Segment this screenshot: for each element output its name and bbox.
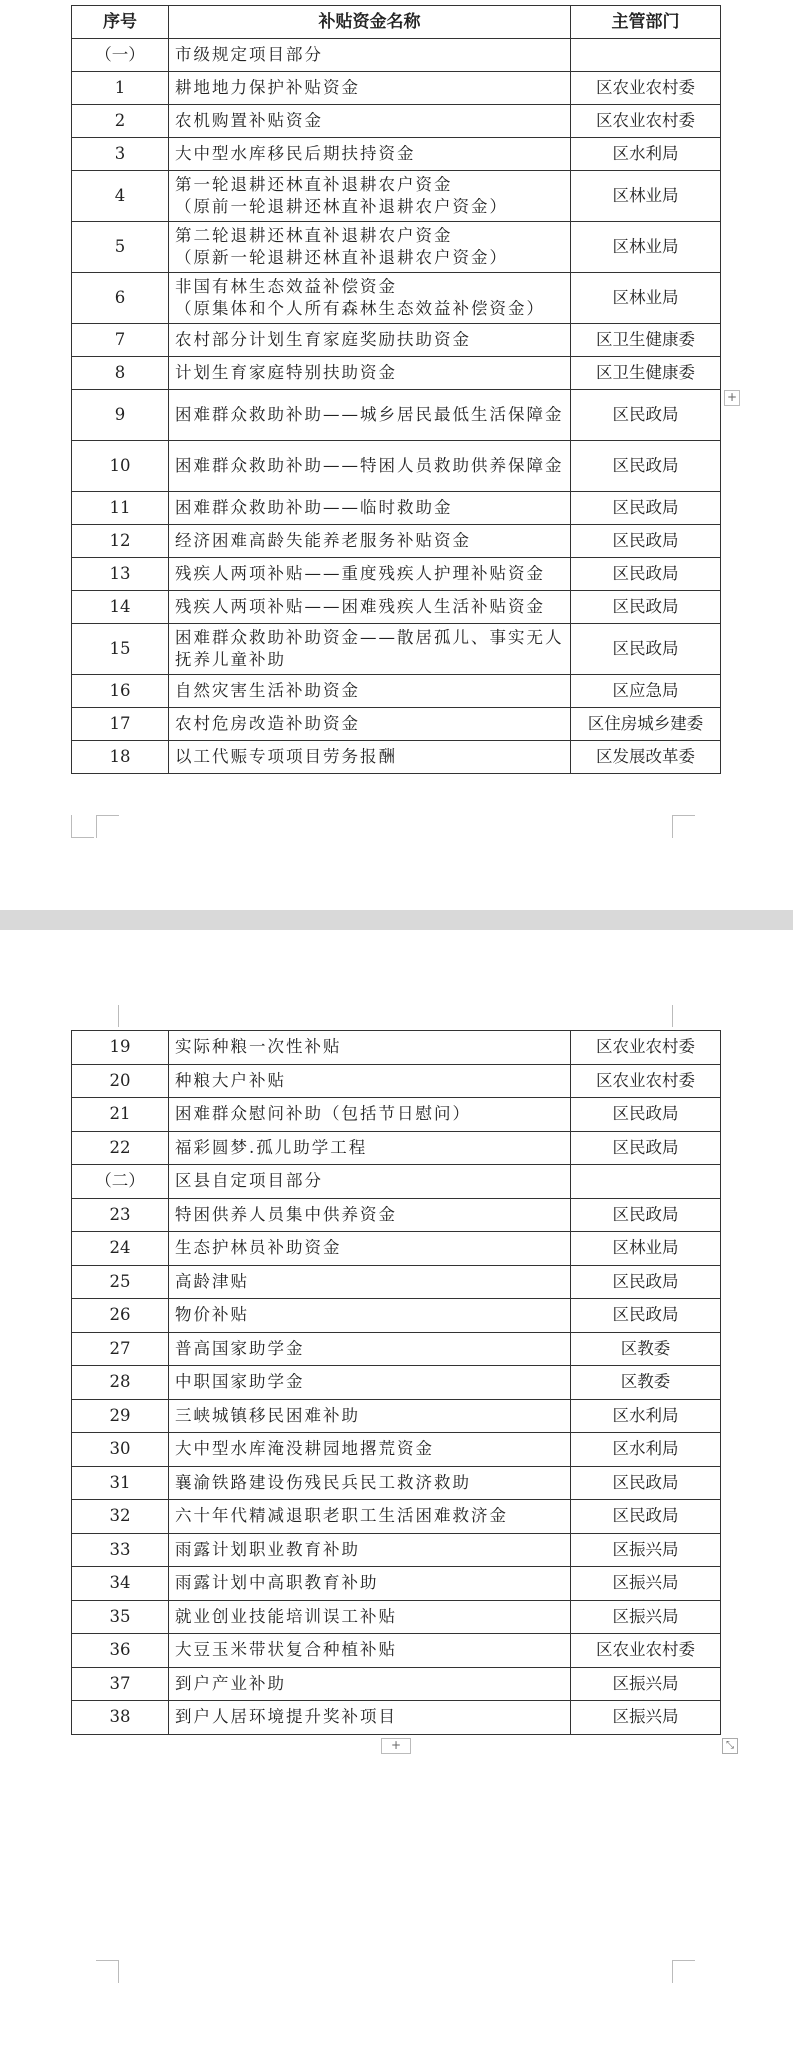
fund-name-cell — [169, 273, 571, 324]
document-page-1 — [0, 0, 793, 910]
table-row — [72, 441, 721, 492]
add-row-button[interactable]: + — [381, 1738, 411, 1754]
table-resize-handle[interactable]: ⤡ — [722, 1738, 738, 1754]
fund-name: 六十年代精减退职老职工生活困难救济金 — [175, 1506, 508, 1526]
fund-former-name: （原前一轮退耕还林直补退耕农户资金） — [175, 197, 508, 216]
department-cell: 区农业农村委 — [571, 105, 721, 138]
department-cell: 区振兴局 — [571, 1533, 721, 1567]
fund-name: 大中型水库淹没耕园地撂荒资金 — [175, 1439, 434, 1459]
table-row — [72, 1366, 721, 1400]
department-cell: 区卫生健康委 — [571, 357, 721, 390]
fund-name-cell — [169, 1567, 571, 1601]
table-row — [72, 105, 721, 138]
fund-name: 种粮大户补贴 — [175, 1070, 286, 1090]
department-cell: 区教委 — [571, 1332, 721, 1366]
fund-name: 福彩圆梦.孤儿助学工程 — [175, 1137, 368, 1157]
row-number: 9 — [72, 390, 169, 441]
fund-name: 高龄津贴 — [175, 1271, 249, 1291]
department-cell — [571, 1165, 721, 1199]
department-cell: 区民政局 — [571, 1466, 721, 1500]
fund-name: 残疾人两项补贴——重度残疾人护理补贴资金 — [175, 564, 545, 583]
fund-name-cell — [169, 525, 571, 558]
table-row — [72, 1399, 721, 1433]
row-number: 4 — [72, 171, 169, 222]
department-cell: 区民政局 — [571, 1131, 721, 1165]
fund-name-cell — [169, 171, 571, 222]
fund-name: 到户产业补助 — [175, 1673, 286, 1693]
fund-name: 物价补贴 — [175, 1305, 249, 1325]
row-number: 31 — [72, 1466, 169, 1500]
fund-name-cell — [169, 222, 571, 273]
table-row — [72, 39, 721, 72]
table-row — [72, 1667, 721, 1701]
row-number: 23 — [72, 1198, 169, 1232]
fund-name: 到户人居环境提升奖补项目 — [175, 1707, 397, 1727]
table-row — [72, 1533, 721, 1567]
table-row — [72, 624, 721, 675]
fund-name: 自然灾害生活补助资金 — [175, 681, 360, 700]
department-cell: 区民政局 — [571, 591, 721, 624]
fund-name-cell — [169, 675, 571, 708]
department-cell: 区民政局 — [571, 1198, 721, 1232]
fund-name-cell — [169, 1064, 571, 1098]
table-row — [72, 1232, 721, 1266]
fund-name: 农村危房改造补助资金 — [175, 714, 360, 733]
fund-name-cell — [169, 1433, 571, 1467]
table-row — [72, 1031, 721, 1065]
page-separator — [0, 910, 793, 930]
fund-name-cell — [169, 1232, 571, 1266]
fund-name: 经济困难高龄失能养老服务补贴资金 — [175, 531, 471, 550]
table-row — [72, 324, 721, 357]
department-cell: 区民政局 — [571, 1098, 721, 1132]
row-number: （一） — [72, 39, 169, 72]
subsidy-table-page-1 — [71, 5, 721, 774]
fund-name-cell — [169, 39, 571, 72]
row-number: 29 — [72, 1399, 169, 1433]
document-page-2 — [0, 930, 793, 2057]
fund-former-name: （原集体和个人所有森林生态效益补偿资金） — [175, 299, 545, 318]
department-cell: 区民政局 — [571, 1265, 721, 1299]
table-row — [72, 741, 721, 774]
department-cell: 区林业局 — [571, 273, 721, 324]
fund-name: 三峡城镇移民困难补助 — [175, 1405, 360, 1425]
fund-name-cell — [169, 492, 571, 525]
table-row — [72, 273, 721, 324]
header-department: 主管部门 — [571, 6, 721, 39]
row-number: 36 — [72, 1634, 169, 1668]
fund-name-cell — [169, 1131, 571, 1165]
row-number: 27 — [72, 1332, 169, 1366]
fund-name-cell — [169, 1098, 571, 1132]
fund-name: 雨露计划中高职教育补助 — [175, 1573, 379, 1593]
page-margin-corner-tl — [96, 1005, 119, 1027]
department-cell: 区林业局 — [571, 171, 721, 222]
table-row — [72, 525, 721, 558]
department-cell: 区民政局 — [571, 492, 721, 525]
fund-name-cell — [169, 591, 571, 624]
table-row — [72, 171, 721, 222]
fund-name-cell — [169, 72, 571, 105]
row-number: 35 — [72, 1600, 169, 1634]
department-cell: 区民政局 — [571, 1299, 721, 1333]
fund-name: 特困供养人员集中供养资金 — [175, 1204, 397, 1224]
department-cell: 区农业农村委 — [571, 1064, 721, 1098]
fund-name: 第一轮退耕还林直补退耕农户资金 — [175, 175, 453, 194]
fund-name-cell — [169, 1332, 571, 1366]
table-row — [72, 1064, 721, 1098]
department-cell — [571, 39, 721, 72]
fund-name-cell — [169, 1667, 571, 1701]
row-number: 12 — [72, 525, 169, 558]
row-number: 28 — [72, 1366, 169, 1400]
fund-name: 市级规定项目部分 — [175, 45, 323, 64]
fund-name: 襄渝铁路建设伤残民兵民工救济救助 — [175, 1472, 471, 1492]
row-number: 30 — [72, 1433, 169, 1467]
fund-name-cell — [169, 390, 571, 441]
fund-name-cell — [169, 624, 571, 675]
row-number: 24 — [72, 1232, 169, 1266]
department-cell: 区民政局 — [571, 525, 721, 558]
row-number: 17 — [72, 708, 169, 741]
header-number: 序号 — [72, 6, 169, 39]
fund-name: 困难群众救助补助——特困人员救助供养保障金 — [175, 456, 564, 475]
header-fund-name: 补贴资金名称 — [169, 6, 571, 39]
table-row — [72, 1466, 721, 1500]
fund-name-cell — [169, 324, 571, 357]
fund-name: 农村部分计划生育家庭奖励扶助资金 — [175, 330, 471, 349]
fund-name-cell — [169, 138, 571, 171]
fund-name: 第二轮退耕还林直补退耕农户资金 — [175, 226, 453, 245]
department-cell: 区振兴局 — [571, 1567, 721, 1601]
fund-name-cell — [169, 1198, 571, 1232]
row-number: 8 — [72, 357, 169, 390]
fund-former-name: （原新一轮退耕还林直补退耕农户资金） — [175, 248, 508, 267]
row-number: 11 — [72, 492, 169, 525]
fund-name-cell — [169, 1533, 571, 1567]
department-cell: 区振兴局 — [571, 1667, 721, 1701]
department-cell: 区振兴局 — [571, 1701, 721, 1735]
table-row — [72, 708, 721, 741]
fund-name: 困难群众救助补助资金——散居孤儿、事实无人抚养儿童补助 — [175, 628, 564, 669]
table-row — [72, 1701, 721, 1735]
row-number: 22 — [72, 1131, 169, 1165]
fund-name: 大豆玉米带状复合种植补贴 — [175, 1640, 397, 1660]
row-number: 6 — [72, 273, 169, 324]
table-row — [72, 675, 721, 708]
fund-name: 普高国家助学金 — [175, 1338, 305, 1358]
row-number: 26 — [72, 1299, 169, 1333]
table-row — [72, 1198, 721, 1232]
page-margin-corner-bl — [96, 815, 119, 838]
fund-name-cell — [169, 357, 571, 390]
row-number: 14 — [72, 591, 169, 624]
row-number: 3 — [72, 138, 169, 171]
subsidy-table-page-2 — [71, 1030, 721, 1735]
row-number: 34 — [72, 1567, 169, 1601]
department-cell: 区应急局 — [571, 675, 721, 708]
department-cell: 区水利局 — [571, 1433, 721, 1467]
department-cell: 区振兴局 — [571, 1600, 721, 1634]
table-row — [72, 1265, 721, 1299]
row-number: 16 — [72, 675, 169, 708]
fund-name-cell — [169, 1600, 571, 1634]
row-number: 20 — [72, 1064, 169, 1098]
table-row — [72, 1131, 721, 1165]
row-number: 38 — [72, 1701, 169, 1735]
table-row — [72, 1567, 721, 1601]
fund-name: 困难群众救助补助——临时救助金 — [175, 498, 453, 517]
department-cell: 区民政局 — [571, 441, 721, 492]
department-cell: 区住房城乡建委 — [571, 708, 721, 741]
page-margin-corner-bl — [96, 1960, 119, 1983]
fund-name-cell — [169, 1466, 571, 1500]
fund-name: 非国有林生态效益补偿资金 — [175, 277, 397, 296]
table-row — [72, 591, 721, 624]
row-number: 21 — [72, 1098, 169, 1132]
fund-name: 耕地地力保护补贴资金 — [175, 78, 360, 97]
table-row — [72, 138, 721, 171]
fund-name-cell — [169, 1701, 571, 1735]
fund-name: 大中型水库移民后期扶持资金 — [175, 144, 416, 163]
department-cell: 区水利局 — [571, 1399, 721, 1433]
fund-name: 中职国家助学金 — [175, 1372, 305, 1392]
fund-name-cell — [169, 105, 571, 138]
add-row-button[interactable]: + — [724, 390, 740, 406]
fund-name: 实际种粮一次性补贴 — [175, 1037, 342, 1057]
table-row — [72, 1299, 721, 1333]
table-row — [72, 1433, 721, 1467]
fund-name-cell — [169, 741, 571, 774]
row-number: 18 — [72, 741, 169, 774]
table-row — [72, 1600, 721, 1634]
department-cell: 区民政局 — [571, 624, 721, 675]
department-cell: 区民政局 — [571, 390, 721, 441]
fund-name: 农机购置补贴资金 — [175, 111, 323, 130]
table-row — [72, 1098, 721, 1132]
page-margin-corner — [71, 815, 94, 838]
fund-name: 困难群众救助补助——城乡居民最低生活保障金 — [175, 405, 564, 424]
row-number: 2 — [72, 105, 169, 138]
table-row — [72, 558, 721, 591]
page-margin-corner-br — [672, 815, 695, 838]
fund-name-cell — [169, 1500, 571, 1534]
row-number: 25 — [72, 1265, 169, 1299]
fund-name: 就业创业技能培训误工补贴 — [175, 1606, 397, 1626]
row-number: 1 — [72, 72, 169, 105]
row-number: 13 — [72, 558, 169, 591]
row-number: 15 — [72, 624, 169, 675]
page-margin-corner-br — [672, 1960, 695, 1983]
table-row — [72, 357, 721, 390]
table-row — [72, 492, 721, 525]
fund-name: 计划生育家庭特别扶助资金 — [175, 363, 397, 382]
fund-name-cell — [169, 1165, 571, 1199]
fund-name: 以工代赈专项项目劳务报酬 — [175, 747, 397, 766]
table-row — [72, 1165, 721, 1199]
department-cell: 区农业农村委 — [571, 72, 721, 105]
table-row — [72, 222, 721, 273]
fund-name: 区县自定项目部分 — [175, 1171, 323, 1191]
department-cell: 区农业农村委 — [571, 1634, 721, 1668]
department-cell: 区水利局 — [571, 138, 721, 171]
table-row — [72, 1500, 721, 1534]
fund-name: 雨露计划职业教育补助 — [175, 1539, 360, 1559]
fund-name-cell — [169, 1634, 571, 1668]
table-row — [72, 1634, 721, 1668]
fund-name-cell — [169, 1366, 571, 1400]
row-number: 5 — [72, 222, 169, 273]
row-number: 19 — [72, 1031, 169, 1065]
fund-name-cell — [169, 708, 571, 741]
department-cell: 区林业局 — [571, 1232, 721, 1266]
table-header-row — [72, 6, 721, 39]
table-row — [72, 390, 721, 441]
department-cell: 区发展改革委 — [571, 741, 721, 774]
fund-name-cell — [169, 1265, 571, 1299]
fund-name-cell — [169, 441, 571, 492]
row-number: 33 — [72, 1533, 169, 1567]
page-margin-corner-tr — [672, 1005, 695, 1027]
fund-name-cell — [169, 1031, 571, 1065]
table-row — [72, 1332, 721, 1366]
fund-name-cell — [169, 558, 571, 591]
row-number: 7 — [72, 324, 169, 357]
fund-name-cell — [169, 1399, 571, 1433]
department-cell: 区卫生健康委 — [571, 324, 721, 357]
fund-name: 困难群众慰问补助（包括节日慰问） — [175, 1104, 471, 1124]
row-number: 37 — [72, 1667, 169, 1701]
department-cell: 区教委 — [571, 1366, 721, 1400]
department-cell: 区民政局 — [571, 1500, 721, 1534]
table-row — [72, 72, 721, 105]
department-cell: 区民政局 — [571, 558, 721, 591]
fund-name: 残疾人两项补贴——困难残疾人生活补贴资金 — [175, 597, 545, 616]
fund-name: 生态护林员补助资金 — [175, 1238, 342, 1258]
department-cell: 区林业局 — [571, 222, 721, 273]
department-cell: 区农业农村委 — [571, 1031, 721, 1065]
row-number: （二） — [72, 1165, 169, 1199]
row-number: 10 — [72, 441, 169, 492]
row-number: 32 — [72, 1500, 169, 1534]
fund-name-cell — [169, 1299, 571, 1333]
